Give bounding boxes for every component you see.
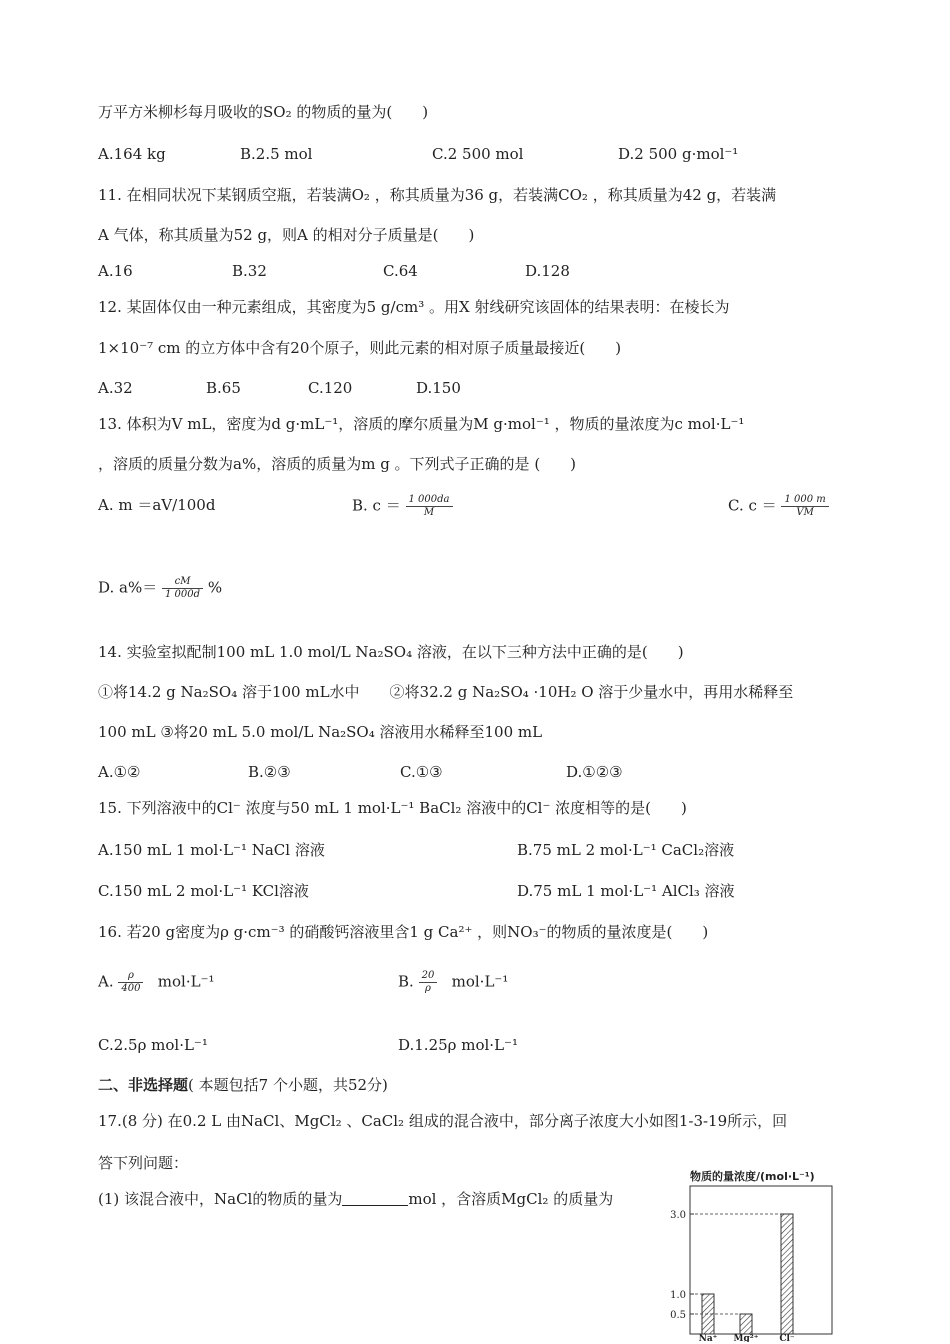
section-2-title: 二、非选择题 xyxy=(98,1076,189,1094)
q16-option-a-unit: mol·L⁻¹ xyxy=(157,972,215,991)
q13-option-d-numerator: cM xyxy=(162,576,203,589)
y-tick-label: 1.0 xyxy=(670,1290,686,1301)
q12-option-c: C.120 xyxy=(308,379,353,397)
q17-part1-text-b: mol ，含溶质MgCl₂ 的质量为 xyxy=(408,1190,614,1208)
answer-blank[interactable] xyxy=(342,1191,408,1206)
q15-stem: 15. 下列溶液中的Cl⁻ 浓度与50 mL 1 mol·L⁻¹ BaCl₂ 溶液中的Cl⁻ 浓度相等的是( ) xyxy=(98,799,687,817)
q13-option-d-denominator: 1 000d xyxy=(165,589,201,600)
q12-stem-line1: 12. 某固体仅由一种元素组成，其密度为5 g/cm³ 。用X 射线研究该固体的结果表明：在棱长为 xyxy=(98,298,730,316)
q13-option-c-fraction xyxy=(781,494,828,519)
q14-stem-line3: 100 mL ③将20 mL 5.0 mol/L Na₂SO₄ 溶液用水稀释至100 mL xyxy=(98,723,543,741)
q10-option-d: D.2 500 g·mol⁻¹ xyxy=(618,145,739,163)
q16-option-b-fraction xyxy=(419,970,438,995)
q14-option-a: A.①② xyxy=(98,763,141,781)
bar xyxy=(702,1294,714,1334)
chart-title: 物质的量浓度/(mol·L⁻¹) xyxy=(690,1170,815,1183)
x-tick-label: Na⁺ xyxy=(698,1334,718,1342)
q14-option-c: C.①③ xyxy=(400,763,443,781)
q16-option-a-numerator: ρ xyxy=(118,970,143,983)
q13-option-b-prefix: B. c ＝ xyxy=(352,496,401,515)
q16-option-d: D.1.25ρ mol·L⁻¹ xyxy=(398,1036,518,1054)
q12-option-d: D.150 xyxy=(416,379,461,397)
q11-option-d: D.128 xyxy=(525,262,570,280)
q13-stem-line2: ，溶质的质量分数为a%，溶质的质量为m g 。下列式子正确的是 ( ) xyxy=(98,455,577,473)
q13-option-c xyxy=(728,494,829,519)
q16-option-b-numerator: 20 xyxy=(419,970,438,983)
x-tick-label: Mg²⁺ xyxy=(733,1334,759,1342)
q11-option-c: C.64 xyxy=(383,262,418,280)
q13-option-d-fraction xyxy=(162,576,203,601)
q13-option-b-fraction xyxy=(406,494,453,519)
bar xyxy=(740,1314,752,1334)
bar xyxy=(781,1214,793,1334)
y-tick-label: 0.5 xyxy=(670,1310,686,1321)
q10-option-a: A.164 kg xyxy=(98,145,166,163)
q10-option-b: B.2.5 mol xyxy=(240,145,313,163)
q13-option-b xyxy=(352,494,453,519)
q13-option-d-prefix: D. a%＝ xyxy=(98,578,158,597)
q16-option-a-prefix: A. xyxy=(98,972,114,991)
q11-stem-line2: A 气体，称其质量为52 g，则A 的相对分子质量是( ) xyxy=(98,226,475,244)
q13-option-c-prefix: C. c ＝ xyxy=(728,496,777,515)
q17-stem-line2: 答下列问题： xyxy=(98,1154,189,1172)
q13-option-d xyxy=(98,576,222,601)
q15-option-b: B.75 mL 2 mol·L⁻¹ CaCl₂溶液 xyxy=(517,841,735,859)
y-tick-label: 3.0 xyxy=(670,1210,686,1221)
q13-option-d-suffix: % xyxy=(207,578,223,597)
q11-option-b: B.32 xyxy=(232,262,267,280)
q13-option-b-denominator: M xyxy=(423,507,435,518)
q16-option-b-prefix: B. xyxy=(398,972,414,991)
q13-stem-line1: 13. 体积为V mL，密度为d g·mL⁻¹，溶质的摩尔质量为M g·mol⁻¹ ，物质的量浓度为c mol·L⁻¹ xyxy=(98,415,745,433)
q16-stem: 16. 若20 g密度为ρ g·cm⁻³ 的硝酸钙溶液里含1 g Ca²⁺ ，则NO₃⁻的物质的量浓度是( ) xyxy=(98,923,709,941)
q11-stem-line1: 11. 在相同状况下某钢质空瓶，若装满O₂ ，称其质量为36 g，若装满CO₂ ，称其质量为42 g，若装满 xyxy=(98,186,777,204)
q14-stem-line1: 14. 实验室拟配制100 mL 1.0 mol/L Na₂SO₄ 溶液，在以下三种方法中正确的是( ) xyxy=(98,643,684,661)
q15-option-c: C.150 mL 2 mol·L⁻¹ KCl溶液 xyxy=(98,882,309,900)
q12-option-b: B.65 xyxy=(206,379,241,397)
section-2-heading xyxy=(98,1074,388,1096)
q11-option-a: A.16 xyxy=(98,262,133,280)
q17-part1-text-a: (1) 该混合液中，NaCl的物质的量为 xyxy=(98,1190,343,1208)
q13-option-c-denominator: VM xyxy=(796,507,814,518)
q10-option-c: C.2 500 mol xyxy=(432,145,524,163)
q13-option-b-numerator: 1 000da xyxy=(406,494,453,507)
q12-stem-line2: 1×10⁻⁷ cm 的立方体中含有20个原子，则此元素的相对原子质量最接近( ) xyxy=(98,339,622,357)
q16-option-a-denominator: 400 xyxy=(121,983,141,994)
q10-stem-tail: 万平方米柳杉每月吸收的SO₂ 的物质的量为( ) xyxy=(98,103,429,121)
q16-option-c: C.2.5ρ mol·L⁻¹ xyxy=(98,1036,208,1054)
q15-option-a: A.150 mL 1 mol·L⁻¹ NaCl 溶液 xyxy=(98,841,325,859)
section-2-note: ( 本题包括7 个小题，共52分) xyxy=(188,1076,388,1094)
q14-stem-line2: ①将14.2 g Na₂SO₄ 溶于100 mL水中 ②将32.2 g Na₂SO₄ ·10H₂ O 溶于少量水中，再用水稀释至 xyxy=(98,683,794,701)
q14-option-d: D.①②③ xyxy=(566,763,623,781)
q17-part1 xyxy=(98,1188,613,1210)
ion-concentration-chart xyxy=(664,1164,844,1342)
q13-option-c-numerator: 1 000 m xyxy=(781,494,828,507)
q15-option-d: D.75 mL 1 mol·L⁻¹ AlCl₃ 溶液 xyxy=(517,882,735,900)
q16-option-b-denominator: ρ xyxy=(425,983,431,994)
x-tick-label: Cl⁻ xyxy=(779,1334,795,1342)
q16-option-a xyxy=(98,970,215,995)
q17-stem-line1: 17.(8 分) 在0.2 L 由NaCl、MgCl₂ 、CaCl₂ 组成的混合液中，部分离子浓度大小如图1-3-19所示，回 xyxy=(98,1112,788,1130)
q16-option-b-unit: mol·L⁻¹ xyxy=(451,972,509,991)
q14-option-b: B.②③ xyxy=(248,763,291,781)
q16-option-b xyxy=(398,970,508,995)
q12-option-a: A.32 xyxy=(98,379,133,397)
q13-option-a: A. m ＝aV/100d xyxy=(98,496,216,514)
q16-option-a-fraction xyxy=(118,970,143,995)
